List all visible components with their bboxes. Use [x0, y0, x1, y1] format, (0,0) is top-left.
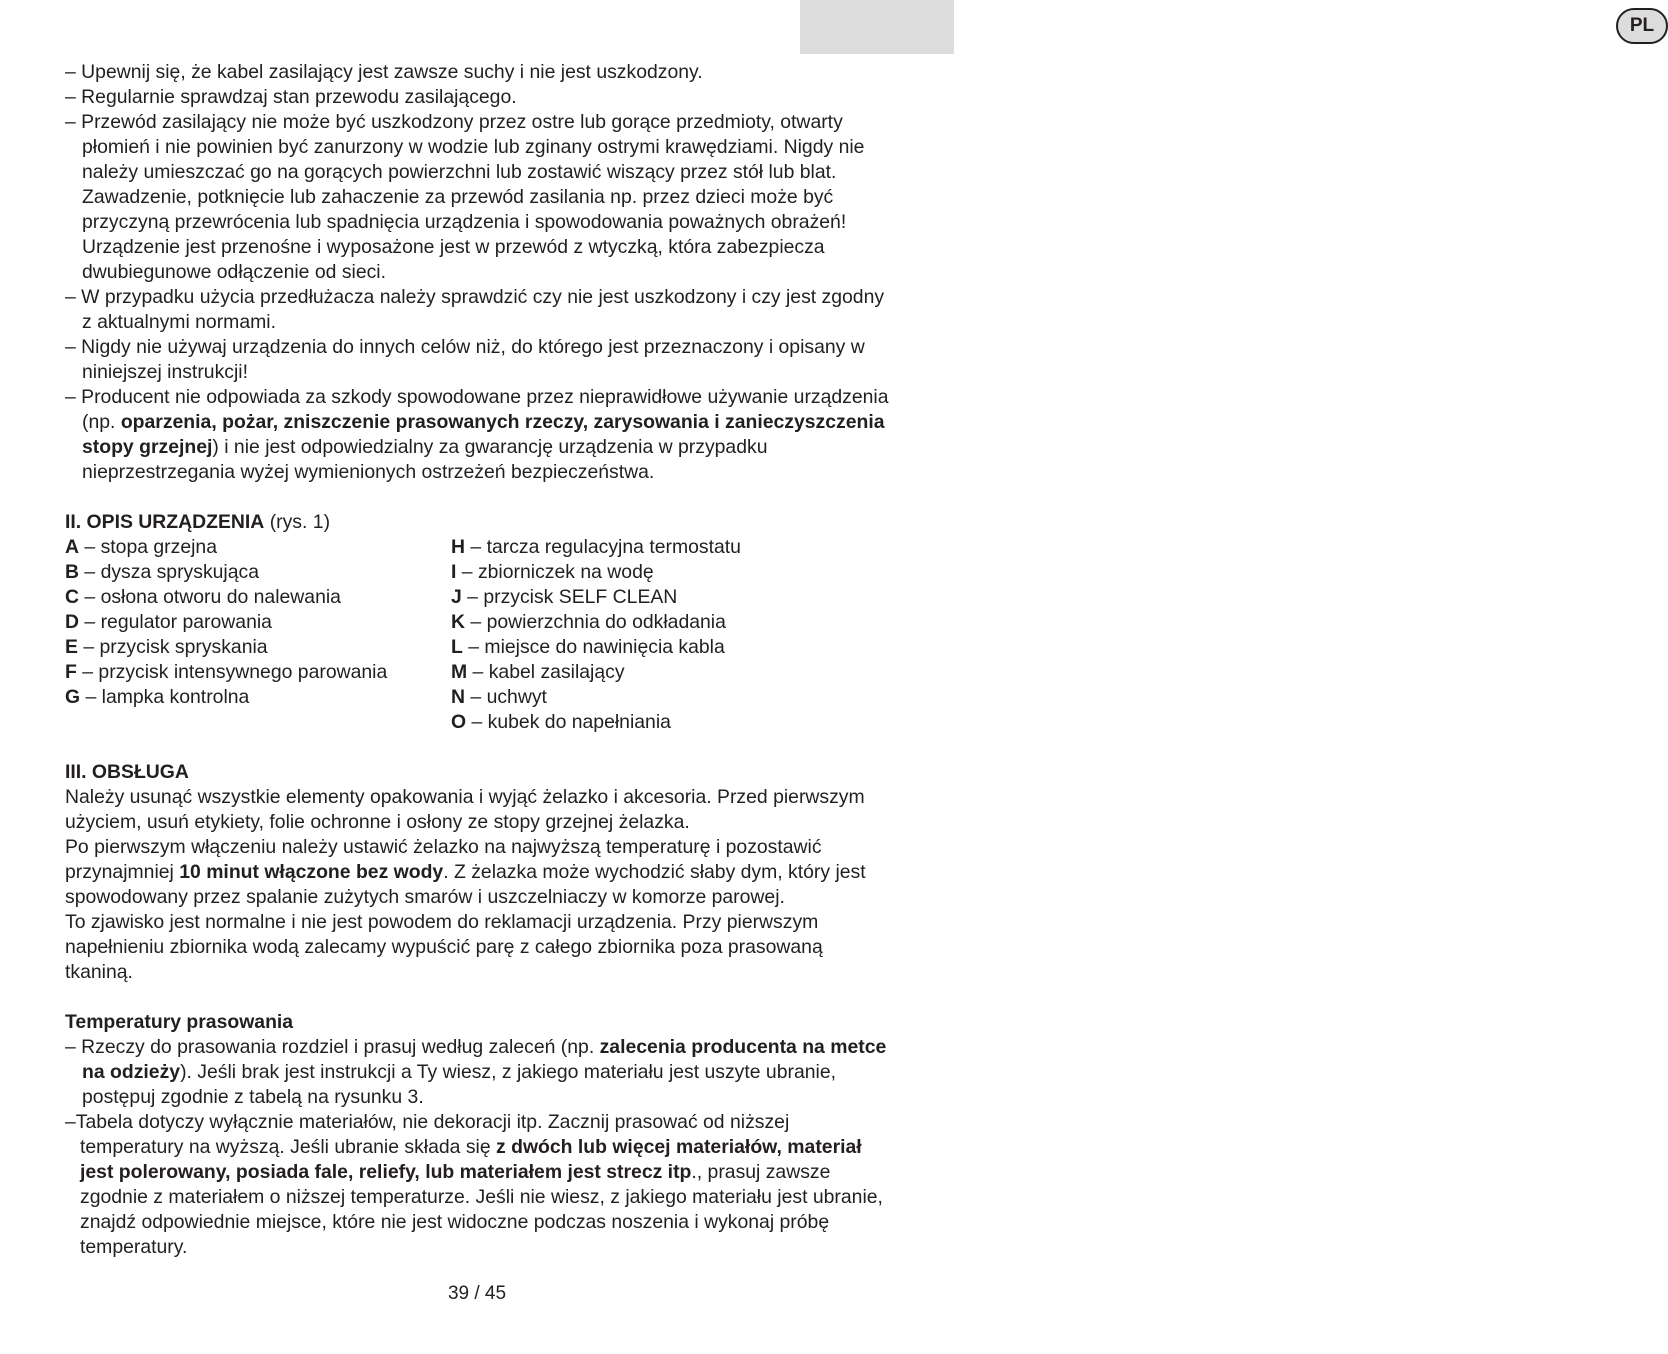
safety-list [65, 60, 895, 485]
parts-column-right [451, 535, 895, 735]
part-item: A – stopa grzejna [65, 536, 217, 558]
operation-paragraph: Należy usunąć wszystkie elementy opakowania i wyjąć żelazko i akcesoria. Przed pierwszym użyciem, usuń etykiety, folie ochronne i osłony ze stopy grzejnej żelazka. [65, 786, 865, 833]
part-item: J – przycisk SELF CLEAN [451, 586, 678, 608]
part-item: F – przycisk intensywnego parowania [65, 661, 388, 683]
safety-item: – Regularnie sprawdzaj stan przewodu zasilającego. [65, 86, 517, 108]
safety-item: – Upewnij się, że kabel zasilający jest zawsze suchy i nie jest uszkodzony. [65, 61, 703, 83]
part-item: I – zbiorniczek na wodę [451, 561, 654, 583]
part-item: E – przycisk spryskania [65, 636, 268, 658]
part-item: H – tarcza regulacyjna termostatu [451, 536, 741, 558]
safety-item: – Nigdy nie używaj urządzenia do innych celów niż, do którego jest przeznaczony i opisany w niniejszej instrukcji! [65, 336, 865, 383]
part-item: K – powierzchnia do odkładania [451, 611, 726, 633]
section-2-heading: II. OPIS URZĄDZENIA (rys. 1) [65, 511, 331, 533]
safety-item: – Przewód zasilający nie może być uszkodzony przez ostre lub gorące przedmioty, otwarty płomień i nie powinien być zanurzony w wodzie lub zginany ostrymi krawędziami. Nigdy nie należy umieszczać go na gorących powierzchni lub zostawić wiszący przez stół lub blat. Zawadzenie, potknięcie lub zahaczenie za przewód zasilania np. przez dzieci może być przyczyną przewrócenia lub spadnięcia urządzenia i spowodowania poważnych obrażeń! Urządzenie jest przenośne i wyposażone jest w przewód z wtyczką, która zabezpiecza dwubiegunowe odłączenie od sieci. [65, 111, 865, 283]
producer-disclaimer: – Producent nie odpowiada za szkody spowodowane przez nieprawidłowe używanie urządzenia (np. oparzenia, pożar, zniszczenie prasowanych rzeczy, zarysowania i zanieczyszczenia stopy grzejnej) i nie jest odpowiedzialny za gwarancję urządzenia w przypadku nieprzestrzegania wyżej wymienionych ostrzeżeń bezpieczeństwa. [65, 386, 889, 483]
operation-paragraph: To zjawisko jest normalne i nie jest powodem do reklamacji urządzenia. Przy pierwszym napełnieniu zbiornika wodą zalecamy wypuścić parę z całego zbiornika poza prasowaną tkaniną. [65, 911, 823, 983]
part-item: O – kubek do napełniania [451, 711, 671, 733]
part-item: C – osłona otworu do nalewania [65, 586, 341, 608]
section-3-heading: III. OBSŁUGA [65, 761, 189, 783]
language-tab [800, 0, 1655, 54]
safety-item: – W przypadku użycia przedłużacza należy sprawdzić czy nie jest uszkodzony i czy jest zgodny z aktualnymi normami. [65, 286, 885, 333]
part-item: N – uchwyt [451, 686, 547, 708]
part-item: M – kabel zasilający [451, 661, 625, 683]
language-badge: PL [1616, 8, 1668, 44]
temps-item: – Rzeczy do prasowania rozdziel i prasuj według zaleceń (np. zalecenia producenta na metce na odzieży). Jeśli brak jest instrukcji a Ty wiesz, z jakiego materiału jest uszyte ubranie, postępuj zgodnie z tabelą na rysunku 3. [65, 1036, 887, 1108]
part-item: L – miejsce do nawinięcia kabla [451, 636, 725, 658]
part-item: B – dysza spryskująca [65, 561, 259, 583]
parts-list [65, 535, 895, 735]
temps-item: –Tabela dotyczy wyłącznie materiałów, nie dekoracji itp. Zacznij prasować od niższej temperatury na wyższą. Jeśli ubranie składa się z dwóch lub więcej materiałów, materiał jest polerowany, posiada fale, reliefy, lub materiałem jest strecz itp., prasuj zawsze zgodnie z materiałem o niższej temperaturze. Jeśli nie wiesz, z jakiego materiału jest ubranie, znajdź odpowiednie miejsce, które nie jest widoczne podczas noszenia i wykonaj próbę temperatury. [65, 1111, 883, 1258]
page-number: 39 / 45 [447, 1283, 507, 1304]
ironing-temps-heading: Temperatury prasowania [65, 1011, 294, 1033]
part-item: G – lampka kontrolna [65, 686, 250, 708]
page-content [65, 60, 895, 1260]
part-item: D – regulator parowania [65, 611, 272, 633]
parts-column-left [65, 535, 451, 735]
operation-paragraph: Po pierwszym włączeniu należy ustawić żelazko na najwyższą temperaturę i pozostawić przynajmniej 10 minut włączone bez wody. Z żelazka może wychodzić słaby dym, który jest spowodowany przez spalanie zużytych smarów i uszczelniaczy w komorze parowej. [65, 836, 866, 908]
